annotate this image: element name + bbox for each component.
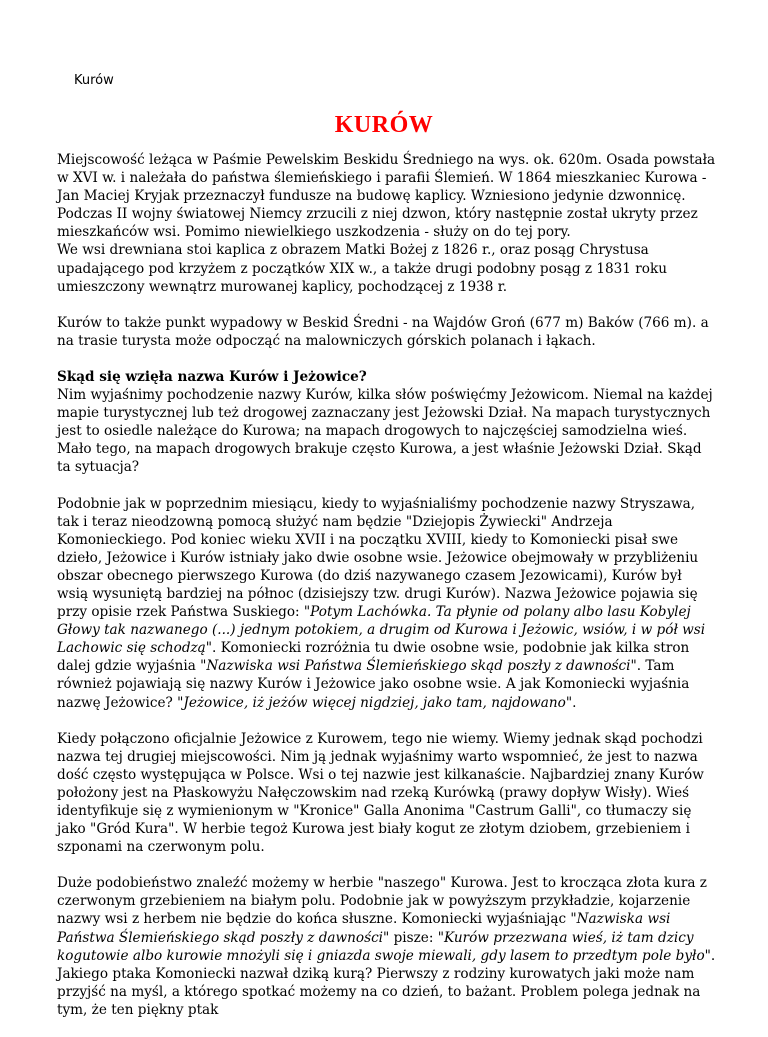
paragraph-text: ". Komoniecki rozróżnia tu dwie osobne wsie, podobnie jak kilka stron dalej gdzie wyjaśnia " [57, 640, 690, 675]
paragraph-text: ". Tam również pojawiają się nazwy Kurów i Jeżowice jako osobne wsie. A jak Komoniecki wyjaśnia nazwę Jeżowice? " [57, 658, 690, 711]
paragraph-text: Kiedy połączono oficjalnie Jeżowice z Kurowem, tego nie wiemy. Wiemy jednak skąd pochodzi nazwa tej drugiej miejscowości. Nim ją jednak wyjaśnimy warto wspomnieć, że jest to nazwa dość często występująca w Polsce. Wsi o tej nazwie jest kilkanaście. Najbardziej znany Kurów położony jest na Płaskowyżu Nałęczowskim nad rzeką Kurówką (prawy dopływ Wisły). Wieś identyfikuje się z wymienionym w "Kronice" Galla Anonima "Castrum Galli", co tłumaczy się jako "Gród Kura". W herbie tegoż Kurowa jest biały kogut ze złotym dziobem, grzebieniem i szponami na czerwonym polu. [57, 730, 704, 856]
quote-text: Jeżowice, iż jeżów więcej nigdziej, jako tam, najdowano [183, 694, 566, 711]
paragraph-text: Miejscowość leżąca w Paśmie Pewelskim Beskidu Średniego na wys. ok. 620m. Osada powstała w XVI w. i należała do państwa ślemieńskiego i parafii Ślemień. W 1864 mieszkaniec Kurowa - Jan Maciej Kryjak przeznaczył fundusze na budowę kaplicy. Wzniesiono jedynie dzwonnicę. Podczas II wojny światowej Niemcy zrzucili z niej dzwon, który następnie został ukryty przez mieszkańców wsi. Pomimo niewielkiego uszkodzenia - służy on do tej pory. [57, 152, 716, 241]
page-title: KURÓW [334, 112, 434, 138]
quote-text: Nazwiska wsi Państwa Ślemieńskiego skąd poszły z dawności [206, 658, 631, 675]
section-heading: Skąd się wzięła nazwa Kurów i Jeżowice? [57, 368, 367, 385]
article-body [57, 151, 717, 1037]
paragraph-text: Podobnie jak w poprzednim miesiącu, kiedy to wyjaśnialiśmy pochodzenie nazwy Stryszawa, tak i teraz nieodzowną pomocą służyć nam będzie "Dziejopis Żywiecki" Andrzeja Komonieckiego. Pod koniec wieku XVII i na początku XVIII, kiedy to Komoniecki pisał swe dzieło, Jeżowice i Kurów istniały jako dwie osobne wsie. Jeżowice obejmowały w przybliżeniu obszar obecnego pierwszego Kurowa (do dziś nazywanego czasem Jezowicami), Kurów był wsią wysuniętą bardziej na północ (dzisiejszy tzw. drugi Kurów). Nazwa Jeżowice pojawia się przy opisie rzek Państwa Suskiego: " [57, 495, 699, 621]
paragraph-komoniecki [57, 495, 717, 712]
paragraph-text: Kurów to także punkt wypadowy w Beskid Średni - na Wajdów Groń (677 m) Baków (766 m). a na trasie turysta może odpocząć na malowniczych górskich polanach i łąkach. [57, 314, 709, 349]
paragraph-intro [57, 151, 717, 296]
paragraph-text: Duże podobieństwo znaleźć możemy w herbie "naszego" Kurowa. Jest to krocząca złota kura z czerwonym grzebieniem na białym polu. Podobnie jak w powyższym przykładzie, kojarzenie nazwy wsi z herbem nie będzie do końca słuszne. Komoniecki wyjaśniając " [57, 875, 707, 928]
paragraph-name-origin [57, 368, 717, 477]
paragraph-kurow-history [57, 730, 717, 857]
quote-text: Potym Lachówka. Ta płynie od polany albo lasu Kobylej Głowy tak nazwanego (...) jednym potokiem, a drugim od Kurowa i Jeżowic, wsiów, i w pół wsi Lachowic się schodzą [57, 604, 706, 657]
paragraph-text: We wsi drewniana stoi kaplica z obrazem Matki Bożej z 1826 r., oraz posąg Chrystusa upadającego pod krzyżem z początków XIX w., a także drugi podobny posąg z 1831 roku umieszczony wewnątrz murowanej kaplicy, pochodzącej z 1938 r. [57, 242, 667, 295]
paragraph-tourism [57, 314, 717, 350]
paragraph-text: " pisze: " [383, 929, 444, 946]
paragraph-text: ". Jakiego ptaka Komoniecki nazwał dziką kurą? Pierwszy z rodziny kurowatych jaki może nam przyjść na myśl, a którego spotkać możemy na co dzień, to bażant. Problem polega jednak na tym, że ten piękny ptak [57, 947, 716, 1018]
quote-text: Kurów przezwana wieś, iż tam dzicy kogutowie albo kurowie mnożyli się i gniazda swoje miewali, gdy lasem to przedtym pole było [57, 929, 705, 964]
header-label: Kurów [74, 73, 114, 88]
paragraph-coat-of-arms [57, 874, 717, 1019]
paragraph-text: Nim wyjaśnimy pochodzenie nazwy Kurów, kilka słów poświęćmy Jeżowicom. Niemal na każdej mapie turystycznej lub też drogowej zaznaczany jest Jeżowski Dział. Na mapach turystycznych jest to osiedle należące do Kurowa; na mapach drogowych to najczęściej samodzielna wieś. Mało tego, na mapach drogowych brakuje często Kurowa, a jest właśnie Jeżowski Dział. Skąd ta sytuacja? [57, 387, 713, 476]
paragraph-text: ". [565, 694, 577, 711]
quote-text: Nazwiska wsi Państwa Ślemieńskiego skąd poszły z dawności [57, 911, 671, 946]
